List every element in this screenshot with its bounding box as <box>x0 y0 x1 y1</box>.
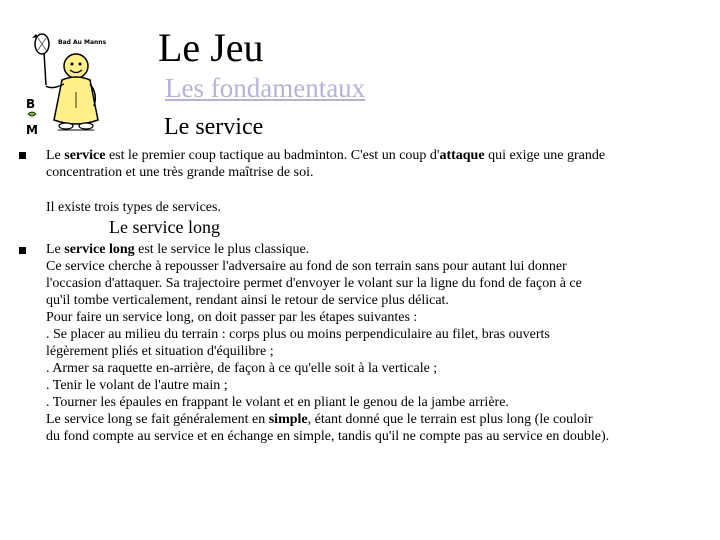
long-service-text: Pour faire un service long, on doit passer par les étapes suivantes : <box>46 310 418 325</box>
long-service-text: qu'il tombe verticalement, rendant ainsi le retour de service plus délicat. <box>46 293 449 308</box>
long-service-step: légèrement pliés et situation d'équilibre ; <box>46 344 274 359</box>
intro-text: est le premier coup tactique au badminton. C'est un coup d' <box>105 148 440 163</box>
intro-text: concentration et une très grande maîtrise de soi. <box>46 165 314 180</box>
long-service-text: Le <box>46 242 65 257</box>
intro-text: Le <box>46 148 65 163</box>
long-service-heading: Le service long <box>109 217 220 237</box>
long-service-keyword-simple: simple <box>268 412 308 427</box>
page-title: Le Jeu <box>158 25 264 70</box>
long-service-step: . Tourner les épaules en frappant le volant et en pliant le genou de la jambe arrière. <box>46 395 509 410</box>
page-subtitle: Les fondamentaux <box>165 73 366 103</box>
intro-text: qui exige une grande <box>484 148 606 163</box>
bullet-square-icon <box>19 152 26 159</box>
svg-text:B: B <box>26 97 36 111</box>
long-service-step: . Se placer au milieu du terrain : corps plus ou moins perpendiculaire au filet, bras ouverts <box>46 327 550 342</box>
long-service-keyword: service long <box>64 242 135 257</box>
svg-text:M: M <box>26 123 38 137</box>
club-logo <box>22 30 132 140</box>
badminton-player-mascot-icon <box>22 30 132 140</box>
intro-paragraph <box>46 147 696 181</box>
long-service-step: . Tenir le volant de l'autre main ; <box>46 378 228 393</box>
long-service-step: . Armer sa raquette en-arrière, de façon à ce qu'elle soit à la verticale ; <box>46 361 438 376</box>
long-service-text: du fond compte au service et en échange en simple, tandis qu'il ne compte pas au service en double). <box>46 429 610 444</box>
svg-text:Bad Au Manns: Bad Au Manns <box>58 39 107 46</box>
intro-keyword-attaque: attaque <box>439 148 485 163</box>
long-service-text: , étant donné que le terrain est plus long (le couloir <box>307 412 593 427</box>
long-service-text: Ce service cherche à repousser l'adversaire au fond de son terrain sans pour autant lui donner <box>46 259 567 274</box>
bullet-square-icon <box>19 247 26 254</box>
intro-keyword-service: service <box>64 148 106 163</box>
long-service-text: Le service long se fait généralement en <box>46 412 269 427</box>
intro-types-text: Il existe trois types de services. <box>46 200 221 215</box>
long-service-text: est le service le plus classique. <box>134 242 310 257</box>
section-title: Le service <box>164 114 264 140</box>
long-service-text: l'occasion d'attaquer. Sa trajectoire permet d'envoyer le volant sur la ligne du fond de façon à ce <box>46 276 582 291</box>
long-service-paragraph <box>46 241 696 445</box>
